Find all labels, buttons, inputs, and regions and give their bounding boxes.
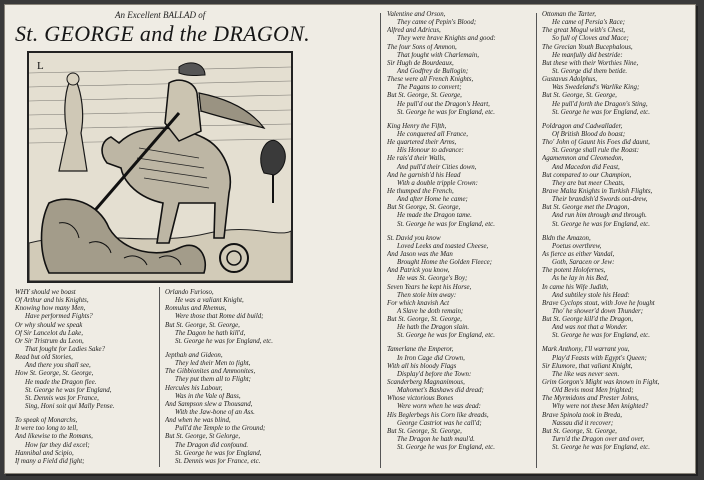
verse-line: He quartered their Arms,	[387, 139, 457, 147]
verse-line: But St. George, St. George,	[542, 92, 617, 100]
verse-line: His Honour to advance:	[397, 147, 464, 155]
verse-line: Brave Cyclops stout, with Jove he fought	[542, 299, 655, 307]
verse-line: Whose victorious Bones	[387, 395, 454, 403]
verse-line: Was Swedeland's Warlike King;	[552, 84, 640, 92]
verse-column-3	[387, 11, 496, 452]
verse-line: St. George he was for England, etc.	[552, 220, 650, 228]
verse-line: Sir Elumore, that valiant Knight,	[542, 362, 633, 370]
verse-line: He was a valiant Knight,	[175, 297, 244, 305]
verse-line: As fierce as either Vandal,	[542, 250, 615, 258]
verse-line: They were brave Knights and good:	[397, 35, 496, 43]
verse-line: Or why should we speak	[15, 321, 83, 329]
verse-line: The Dragon he hath maul'd.	[397, 436, 475, 444]
verse-line: And after Home he came;	[397, 196, 468, 204]
verse-line: Scanderberg Magnanimous,	[387, 379, 465, 387]
verse-line: St. George he was for England, etc.	[397, 108, 495, 116]
verse-line: Old Bevis most Men frighted;	[552, 387, 634, 395]
column-rule	[380, 13, 381, 468]
ballad-title: St. GEORGE and the DRAGON.	[15, 21, 310, 46]
verse-line: So full of Cloves and Mace;	[552, 35, 629, 43]
verse-line: As he lay in his Bed,	[552, 275, 609, 283]
verse-line: He rais'd their Walls,	[387, 155, 446, 163]
verse-line: WHY should we boast	[15, 289, 76, 296]
verse-line: Their brandish'd Swords out-drew,	[552, 196, 648, 204]
svg-text:L: L	[37, 60, 44, 72]
verse-line: And was not that a Wonder.	[552, 324, 628, 332]
verse-line: But compared to our Champion,	[542, 171, 632, 179]
verse-line: And he garnish'd his Head	[387, 171, 461, 179]
verse-line: He conquered all France,	[397, 130, 468, 138]
verse-line: And likewise to the Romans,	[15, 433, 93, 441]
verse-line: With the Jaw-bone of an Ass.	[175, 408, 255, 416]
verse-line: The like was never seen.	[552, 370, 620, 378]
verse-line: Poetus overthrew,	[552, 242, 602, 250]
verse-line: Bldn the Amazon,	[542, 234, 591, 242]
verse-line: They put them all to Flight;	[175, 376, 251, 384]
verse-line: Turn'd the Dragon over and over,	[552, 436, 645, 444]
verse-line: Sir Hugh de Bourdeaux,	[387, 59, 454, 67]
verse-line: Goth, Saracen or Jew:	[552, 259, 615, 267]
verse-line: But St. George, St Gelorge,	[165, 433, 241, 441]
verse-line: St. George he was for England, etc.	[552, 444, 650, 452]
verse-line: And pull'd their Cities down,	[397, 163, 477, 171]
verse-line: Have performed Fights?	[25, 313, 93, 321]
verse-line: He hath the Dragon slain.	[397, 324, 470, 332]
verse-line: He made the Dragon flee.	[25, 378, 97, 386]
verse-line: He manfully did bestride:	[552, 51, 623, 59]
verse-line: They led their Men to fight,	[175, 360, 251, 368]
verse-line: Brought Home the Golden Fleece;	[397, 259, 493, 267]
verse-line: How St. George, St. George,	[15, 370, 94, 378]
verse-line: Mark Anthony, I'll warrant you,	[542, 346, 630, 354]
verse-line: And Godfrey de Bullogin;	[397, 67, 469, 75]
verse-line: Tho' John of Gaunt his Foes did daunt,	[542, 139, 650, 147]
verse-line: And when he was blind,	[165, 417, 231, 425]
verse-line: And subtiley stole his Head:	[552, 291, 630, 299]
verse-line: In came his Wife Judith,	[542, 283, 609, 291]
verse-line: Knowing how many Men,	[15, 305, 86, 313]
verse-line: Alfred and Adricus,	[387, 27, 441, 35]
verse-line: Grim Gorgon's Might was known in Fight,	[542, 379, 660, 387]
verse-line: And Macedon did Feast,	[552, 163, 620, 171]
verse-line: If many a Field did fight;	[15, 457, 85, 465]
verse-line: Hannibal and Scipio,	[15, 449, 74, 457]
verse-line: He thumped the French,	[387, 187, 454, 195]
verse-line: Jepthah and Gideon,	[165, 351, 223, 359]
verse-line: Sing, Honi soit qui Mally Pense.	[25, 402, 115, 410]
verse-line: Of Sir Lancelot du Lake,	[15, 329, 83, 337]
verse-line: But St. George kill'd the Dragon,	[542, 316, 633, 324]
verse-line: Poldragon and Cadwallader,	[542, 122, 623, 130]
verse-line: The Grecian Youth Bucephalous,	[542, 43, 633, 51]
verse-line: Hercules his Labour,	[165, 384, 223, 392]
verse-line: Brave Spinola took in Breda,	[542, 411, 622, 419]
verse-line: And Patrick you know,	[387, 267, 450, 275]
verse-line: And run him through and through.	[552, 212, 647, 220]
verse-line: He pull'd forth the Dragon's Sting,	[552, 100, 648, 108]
verse-line: St. George shall rule the Roast:	[552, 147, 640, 155]
verse-line: His Beglerbegs his Corn like dreads,	[387, 411, 489, 419]
verse-line: Ottoman the Tarter,	[542, 11, 596, 18]
verse-line: Of Arthur and his Knights,	[15, 297, 89, 305]
verse-line: But St. George, St. George,	[165, 321, 240, 329]
verse-line: But St. George, St. George,	[387, 92, 462, 100]
verse-line: Then stole him away:	[397, 291, 457, 299]
verse-line: Were worn when he was dead:	[397, 403, 481, 411]
verse-line: St. George he was for England, etc.	[397, 220, 495, 228]
verse-column-1	[15, 289, 114, 466]
verse-line: Tamerlane the Emperor,	[387, 346, 454, 354]
verse-line: The Gibbionites and Ammonites,	[165, 368, 256, 376]
verse-line: He made the Dragon tame.	[397, 212, 472, 220]
verse-column-4	[542, 11, 659, 452]
verse-line: The Myrmidons and Prester Johns,	[542, 395, 639, 403]
verse-line: How far they did excel;	[25, 441, 90, 449]
verse-line: St. George did them betide.	[552, 67, 628, 75]
verse-line: They are but meer Cheats,	[552, 179, 625, 187]
verse-line: With all his bloody Flags	[387, 362, 457, 370]
verse-line: St. Dennis was for France, etc.	[175, 457, 261, 465]
verse-line: And there you shall see,	[25, 362, 91, 370]
verse-line: But St. George, St. George,	[387, 427, 462, 435]
verse-line: These were all French Knights,	[387, 76, 474, 84]
column-rule	[536, 13, 537, 468]
verse-line: Play'd Feasts with Egypt's Queen;	[552, 354, 647, 362]
verse-line: Pull'd the Temple to the Ground;	[175, 425, 266, 433]
verse-line: He was St. George's Boy;	[397, 275, 468, 283]
verse-line: Loved Leeks and toasted Cheese,	[397, 242, 489, 250]
column-rule	[159, 287, 160, 467]
verse-line: Was in the Vale of Bass,	[175, 392, 241, 400]
verse-line: Why were not these Men knighted?	[552, 403, 649, 411]
verse-line: But St George, St. George,	[387, 204, 461, 212]
verse-line: They came of Pepin's Blood;	[397, 19, 477, 27]
woodcut-illustration	[27, 51, 293, 283]
verse-line: The Dagon he hath kill'd,	[175, 329, 246, 337]
verse-line: The Dragon did confound.	[175, 441, 249, 449]
verse-line: With a double tripple Crown:	[397, 179, 478, 187]
verse-line: He came of Persia's Race;	[552, 19, 626, 27]
verse-line: The Pagans to convert;	[397, 84, 462, 92]
verse-line: Valentine and Orson,	[387, 11, 446, 18]
ballad-sheet	[4, 4, 696, 474]
verse-line: That fought with Charlemain,	[397, 51, 479, 59]
verse-line: St. George he was for England, etc.	[397, 444, 495, 452]
verse-line: St. George he was for England, etc.	[175, 337, 273, 345]
verse-line: Agamemnon and Cleomedon,	[542, 155, 624, 163]
verse-line: George Castriot was he call'd;	[397, 419, 482, 427]
verse-line: Seven Years he kept his Horse,	[387, 283, 472, 291]
verse-line: Of British Blood do boast;	[552, 130, 626, 138]
verse-line: Brave Malta Knights in Turkish Flights,	[542, 187, 653, 195]
verse-line: And Sampson slew a Thousand,	[165, 400, 253, 408]
verse-line: Orlando Furioso,	[165, 289, 214, 296]
verse-line: The potent Holofernes,	[542, 267, 606, 275]
verse-line: St. David you know	[387, 234, 441, 242]
verse-line: Gustavus Adolphus,	[542, 76, 598, 84]
verse-line: A Slave he doth remain;	[397, 307, 464, 315]
verse-line: St. George he was for England, etc.	[397, 332, 495, 340]
verse-line: St. George he was for England, etc.	[552, 108, 650, 116]
verse-line: He pull'd out the Dragon's Heart,	[397, 100, 490, 108]
verse-line: Display'd before the Town:	[397, 370, 472, 378]
verse-line: The great Mogul with's Chest,	[542, 27, 625, 35]
verse-line: Were those that Rome did build;	[175, 313, 264, 321]
verse-line: It were too long to tell,	[15, 425, 78, 433]
verse-line: Romulus and Rhemus,	[165, 305, 227, 313]
verse-line: But St. George, St. George,	[387, 316, 462, 324]
verse-line: Tho' he shower'd down Thunder;	[552, 307, 643, 315]
verse-line: Mahomet's Bashaws did dread;	[397, 387, 484, 395]
verse-line: And Jason was the Man	[387, 250, 453, 258]
verse-line: St. George he was for England, etc.	[552, 332, 650, 340]
verse-line: But these with their Worthies Nine,	[542, 59, 639, 67]
ballad-kicker: An Excellent BALLAD of	[115, 10, 206, 20]
verse-line: The four Sons of Ammon,	[387, 43, 457, 51]
verse-line: St. George he was for England,	[175, 449, 262, 457]
st-george-dragon-woodcut-icon	[29, 53, 291, 281]
verse-line: Nassau did it recover;	[552, 419, 614, 427]
verse-line: But St. George, St. George,	[542, 427, 617, 435]
verse-line: In Iron Cage did Crown,	[397, 354, 465, 362]
verse-line: But St. George met the Dragon,	[542, 204, 630, 212]
verse-line: Read but old Stories,	[15, 354, 73, 362]
verse-line: Or Sir Tristrum du Leon,	[15, 337, 84, 345]
verse-line: That fought for Ladies Sake?	[25, 345, 106, 353]
verse-line: To speak of Monarchs,	[15, 417, 78, 425]
verse-line: For which knavish Act	[387, 299, 450, 307]
verse-line: St. Dennis was for France,	[25, 394, 99, 402]
verse-line: King Henry the Fifth,	[387, 122, 447, 130]
verse-column-2	[165, 289, 273, 466]
verse-line: St. George he was for England,	[25, 386, 112, 394]
